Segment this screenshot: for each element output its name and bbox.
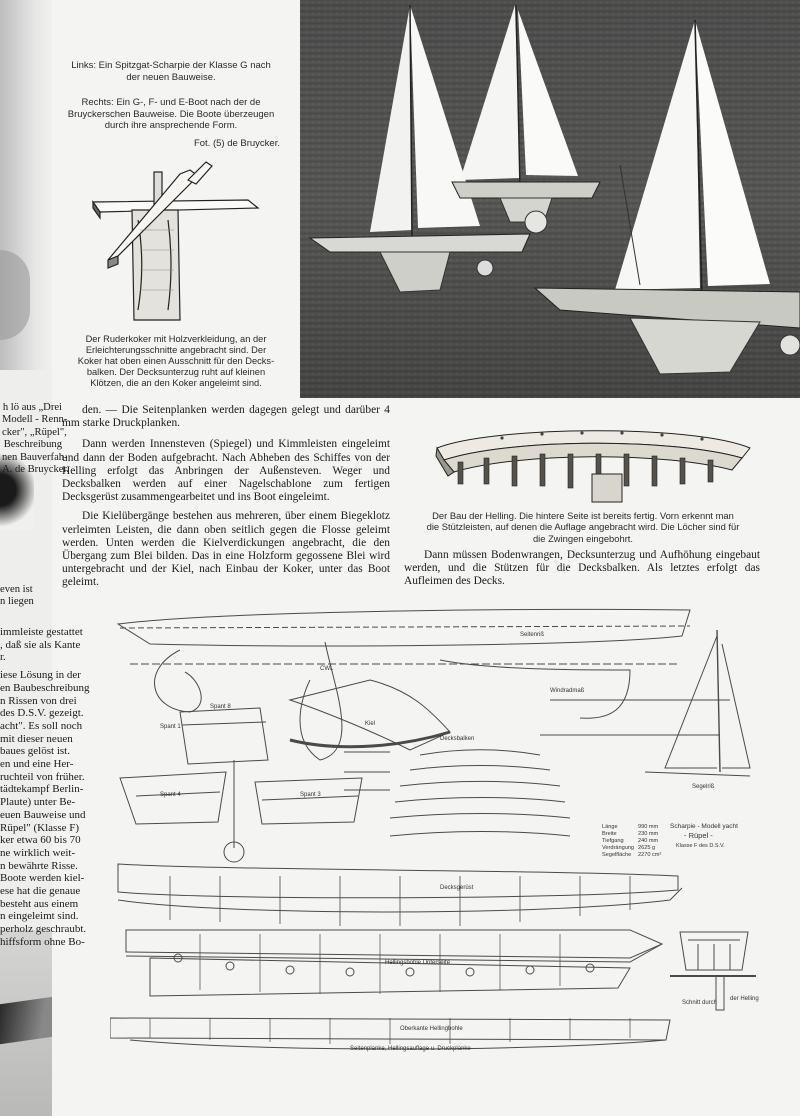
label-cwl: CWL (320, 666, 334, 672)
spec-label: Tiefgang (602, 838, 624, 844)
label-spant8: Spant 8 (210, 704, 231, 710)
label-seitenplanke: Seitenplanke, Hellingsauflage u. Druckplanke (350, 1046, 471, 1052)
label-schnitt: Schnitt durch (682, 1000, 718, 1006)
label-kiel: Kiel (365, 721, 376, 727)
label-decksgerust: Decksgerüst (440, 885, 474, 891)
helling-illustration (432, 412, 754, 512)
article-paragraph: Die Kielübergänge bestehen aus mehreren, über einem Biegeklotz verleimten Leisten, die dann oben seitlich gegen die Flosse geleimt werden. Unten werden die Kielverdickungen angebracht, die den Übergang zum Blei bilden. Das in eine Holzform gegossene Blei wird untergebracht und der Kiel, nach Einbau der Koker, unter das Boot geleimt. (62, 510, 390, 589)
label-oberkante: Oberkante Hellingbohle (400, 1026, 463, 1032)
spec-label: Verdrängung (602, 845, 635, 851)
label-seitenriss: Seitenriß (520, 632, 545, 638)
spant-section (120, 772, 226, 824)
construction-plan (110, 600, 800, 1090)
rudder (155, 650, 202, 712)
label-windrad: Windradmaß (550, 688, 585, 694)
photo-caption: Links: Ein Spitzgat-Scharpie der Klasse G nach der neuen Bauweise. Rechts: Ein G-, F- und E-Boot nach der de Bruyckerschen Bauweise. Die Boote überzeugen durch ihre ansprechende Form. Fot. (5) de Bruycker. (62, 60, 280, 149)
spec-value: 990 mm (638, 824, 659, 830)
spec-value: 240 mm (638, 838, 659, 844)
article-paragraph: Dann werden Innensteven (Spiegel) und Kimmleisten eingeleimt und dann der Boden aufgebracht. Nach Abheben des Schiffes von der Helling erfolgt das Anbringen der Außensteven. Weger und Decksbalken werden auf einer Nagelschablone zum fertigen Decksgerüst zusammengearbeitet und ins Boot eingeleimt. (62, 438, 390, 504)
legend-class: Klasse F des D.S.V. (676, 843, 725, 849)
article-paragraph: den. — Die Seitenplanken werden dagegen gelegt und darüber 4 mm starke Druckplanken. (62, 404, 390, 430)
sailboats-photo (300, 0, 800, 398)
label-der-helling: der Helling (730, 996, 759, 1002)
right-paragraph: Dann müssen Bodenwrangen, Decksunterzug und Aufhöhung eingebaut werden, und die Stützen für die Decksbalken. Als letztes erfolgt das Aufleimen des Decks. (404, 549, 760, 588)
left-fragment-a: h lö aus „Drei Modell - Renn- cker", „Rüpel", Beschreibung nen Bauverfah- A. de Bruycker. (2, 402, 70, 476)
helling-caption: Der Bau der Helling. Die hintere Seite ist bereits fertig. Vorn erkennt man die Stützleisten, auf denen die Auflage angebracht wird. Die Löcher sind für die Zwingen eingebohrt. (426, 510, 740, 544)
adjacent-page-strip (0, 0, 52, 1116)
spant-section (255, 778, 362, 824)
legend-title: Scharpie - Modell yacht (670, 823, 738, 830)
legend-name: - Rüpel - (684, 831, 713, 840)
label-spant4: Spant 4 (160, 792, 181, 798)
decksgerust (118, 864, 678, 898)
rudder-koker-illustration (88, 160, 263, 328)
label-decksbalken: Decksbalken (440, 736, 475, 742)
label-segelriss: Segelriß (692, 784, 715, 790)
spec-label: Breite (602, 831, 617, 837)
photo-credit: Fot. (5) de Bruycker. (193, 137, 280, 149)
left-fragment-c: immleiste gestattet , daß sie als Kante r. iese Lösung in der en Baubeschreibung n Rissen von drei des D.S.V. gezeigt. acht". Es soll noch mit dieser neuen baues gelöst ist. en und eine Her- ruchteil von früher. tädtekampf Berlin- Plaute) unter Be- euen Bauweise und Rüpel" (Klasse F) ker etwa 60 bis 70 ne wirklich weit- n bewährte Risse. Boote werden kiel- ese hat die genaue besteht aus einem n eingeleimt sind. perholz geschraubt. hiffsform ohne Bo- (0, 626, 90, 948)
adjacent-boat-shape (0, 996, 52, 1044)
spec-table (602, 824, 661, 858)
koker-caption: Der Ruderkoker mit Holzverkleidung, an der Erleichterungsschnitte angebracht sind. Der Koker hat oben einen Ausschnitt für den Decks- balken. Der Decksunterzug ruht auf kleinen Klötzen, die an den Koker angeleimt sind. (77, 334, 275, 388)
spec-label: Länge (602, 824, 618, 830)
plan-legend (670, 823, 738, 849)
article-body (62, 404, 390, 596)
left-fragment-b: even ist n liegen (0, 584, 34, 608)
label-spant3: Spant 3 (300, 792, 321, 798)
label-spant1: Spant 1 (160, 724, 181, 730)
label-helling-unten: Hellingsbohle Unterseite (385, 960, 451, 966)
spec-value: 2270 cm² (638, 852, 662, 858)
spec-value: 230 mm (638, 831, 659, 837)
spec-label: Segelfläche (602, 852, 632, 858)
spec-value: 2625 g (638, 845, 656, 851)
